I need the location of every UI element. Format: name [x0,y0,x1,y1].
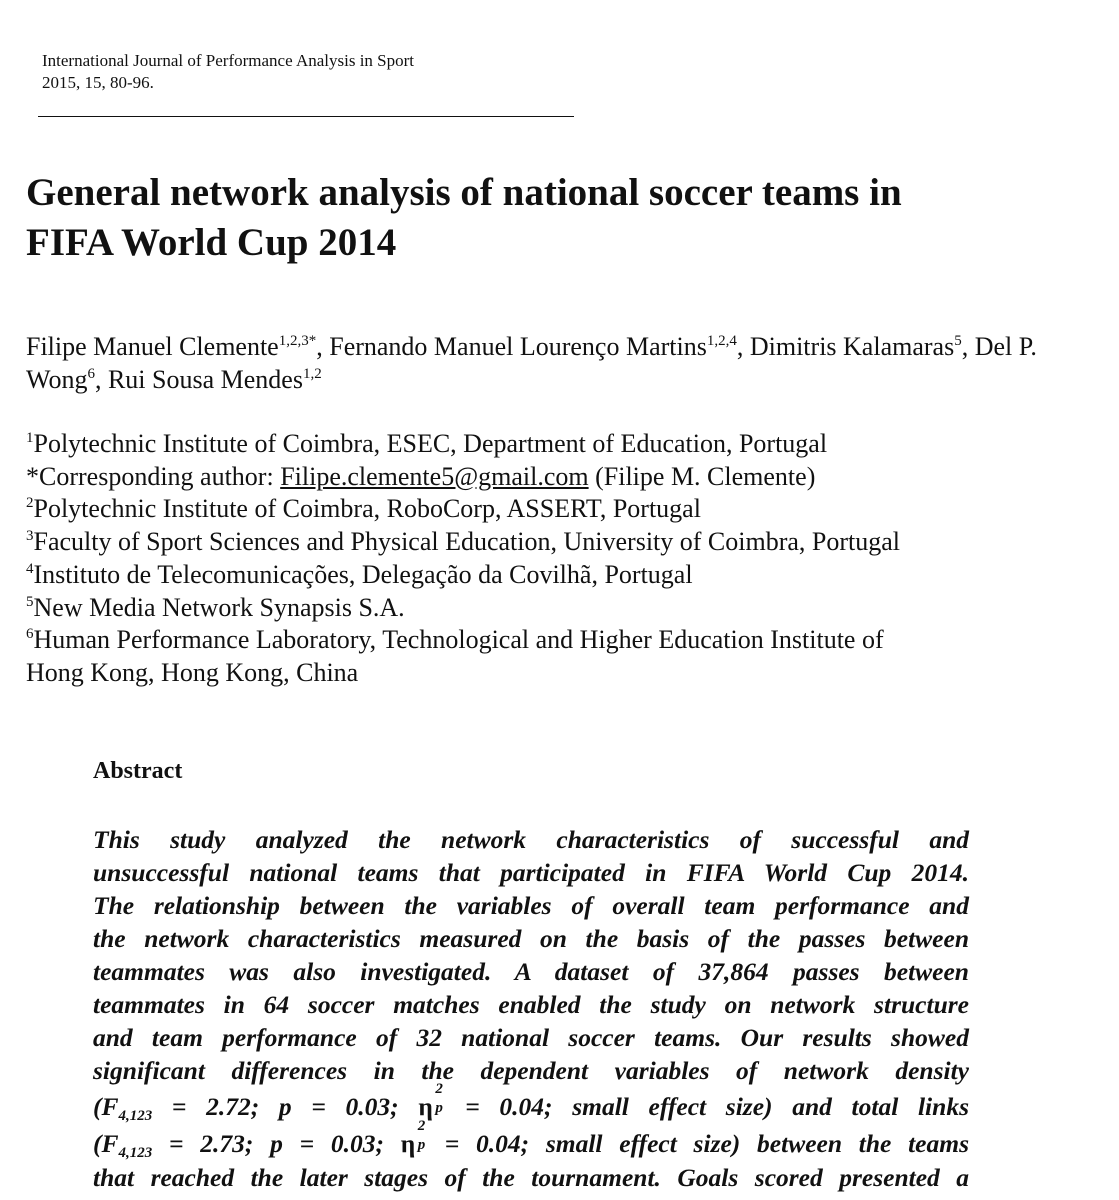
abstract-line: teammates in 64 soccer matches enabled the study on network structure [93,990,969,1019]
abstract-line: that reached the later stages of the tournament. Goals scored presented a [93,1163,969,1192]
author-affil-sup: 1,2,4 [706,333,737,349]
paper-title [26,168,1086,268]
affiliation-6-cont: Hong Kong, Hong Kong, China [26,657,359,687]
author-name: Rui Sousa Mendes [107,365,303,394]
abstract-stat-line-2: (F4,123 = 2.73; p = 0.03; η 2 p = 0.04; small effect size) between the teams [93,1124,969,1161]
affiliation-1: $^1$Polytechnic Institute of Coimbra, ESEC, Department of Education, Portugal [26,429,828,458]
corresponding-email-link[interactable]: Filipe.clemente5@gmail.com [280,461,589,491]
eta-symbol: η 2 p [400,1118,426,1158]
affiliation-4: $^4$Instituto de Telecomunicações, Delegação da Covilhã, Portugal [26,559,693,589]
affiliation-3: $^3$Faculty of Sport Sciences and Physical Education, University of Coimbra, Portugal [26,527,901,557]
title-line-1: General network analysis of national soccer teams in [26,171,902,214]
abstract-line: significant differences in the dependent variables of network density [93,1056,969,1085]
abstract-line: the network characteristics measured on the basis of the passes between [93,924,969,953]
affiliation-2: $^2$Polytechnic Institute of Coimbra, RoboCorp, ASSERT, Portugal [26,494,701,524]
abstract-body [93,823,969,1194]
abstract-line: The relationship between the variables of overall team performance and [93,891,969,920]
author-name: Dimitris Kalamaras [749,332,955,361]
author-affil-sup: 5 [954,333,962,349]
eta-symbol: η 2 p [418,1081,443,1121]
author-affil-sup: 6 [87,366,95,382]
abstract-line: unsuccessful national teams that participated in FIFA World Cup 2014. [93,858,969,887]
abstract-line: This study analyzed the network characteristics of successful and [93,825,969,854]
author-list: Filipe Manuel Clemente$^{1,2,3*}$, Fernando Manuel Lourenço Martins$^{1,2,4}$, Dimitris Kalamaras$^5$, Del P. Wong$^6$, Rui Sousa Mendes$^{1,2}$ [26,332,1037,394]
title-line-2: FIFA World Cup 2014 [26,221,397,264]
affiliation-list [26,428,1106,690]
affiliation-5: $^5$New Media Network Synapsis S.A. [26,592,405,622]
author-affil-sup: 1,2 [302,366,322,382]
corresponding-author: *Corresponding author: Filipe.clemente5@gmail.com (Filipe M. Clemente) [26,461,816,491]
journal-name: International Journal of Performance Analysis in Sport [42,51,415,70]
author-affil-sup: 1,2,3* [278,333,317,349]
author-name: Del P. Wong [26,332,1037,394]
author-name: Filipe Manuel Clemente [26,332,279,361]
abstract-stat-line-1: (F4,123 = 2.72; p = 0.03; η 2 p = 0.04; small effect size) and total links [93,1087,969,1124]
abstract-line: teammates was also investigated. A dataset of 37,864 passes between [93,957,969,986]
abstract-heading: Abstract [93,758,183,784]
affiliation-6: $^6$Human Performance Laboratory, Technological and Higher Education Institute of [26,625,884,655]
abstract-line: and team performance of 32 national soccer teams. Our results showed [93,1023,969,1052]
author-name: Fernando Manuel Lourenço Martins [329,332,707,361]
journal-header [42,50,414,94]
journal-citation: 2015, 15, 80-96. [42,73,154,92]
header-rule [38,116,574,117]
